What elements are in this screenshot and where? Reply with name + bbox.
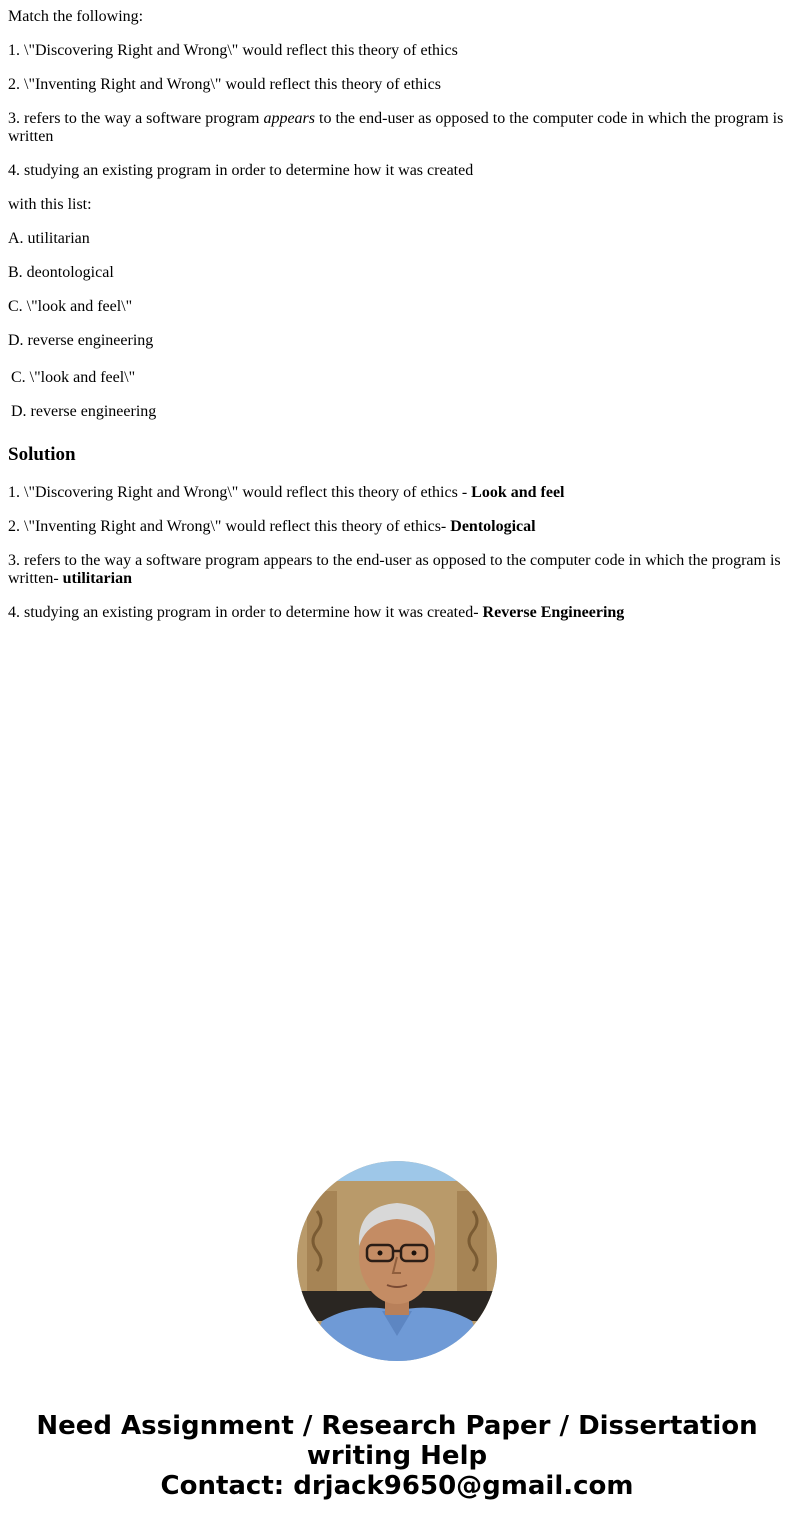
promo-section [0,1161,794,1501]
repeat-option-c: C. \"look and feel\" [11,369,136,386]
solution-answer-2-value: Dentological [450,518,536,535]
solution-answer-1-value: Look and feel [471,484,565,501]
question-item-3-before: 3. refers to the way a software program [8,110,264,127]
solution-answer-1 [8,484,786,502]
list-intro: with this list: [8,196,92,213]
person-portrait-icon [297,1161,497,1361]
solution-answer-1-text: 1. \"Discovering Right and Wrong\" would reflect this theory of ethics - [8,484,472,501]
solution-answer-3-value: utilitarian [62,570,132,587]
question-item-2: 2. \"Inventing Right and Wrong\" would reflect this theory of ethics [8,76,441,93]
solution-answer-2-text: 2. \"Inventing Right and Wrong\" would reflect this theory of ethics- [8,518,451,535]
option-c: C. \"look and feel\" [8,298,133,315]
solution-answer-3 [8,552,786,588]
question-item-3-after: to the end-user as opposed to the computer code in which the program is written [8,110,784,145]
solution-answer-2 [8,518,786,536]
question-intro: Match the following: [8,8,144,25]
question-item-3 [8,110,786,146]
question-item-3-emphasis: appears [263,110,316,127]
question-item-1: 1. \"Discovering Right and Wrong\" would reflect this theory of ethics [8,42,458,59]
solution-heading: Solution [8,444,76,465]
repeat-option-d: D. reverse engineering [11,403,157,420]
solution-answer-4-text: 4. studying an existing program in order to determine how it was created- [8,604,483,621]
promo-text [0,1411,794,1501]
promo-line-1: Need Assignment / Research Paper / Dissertation [36,1411,758,1441]
option-b: B. deontological [8,264,114,281]
solution-answer-3-text: 3. refers to the way a software program appears to the end-user as opposed to the computer code in which the program is written- [8,552,781,587]
document-body [0,8,794,622]
promo-line-2: writing Help [306,1441,488,1471]
solution-answer-4 [8,604,786,622]
promo-contact-line: Contact: drjack9650@gmail.com [160,1471,634,1501]
question-item-4: 4. studying an existing program in order to determine how it was created [8,162,474,179]
option-d: D. reverse engineering [8,332,154,349]
option-a: A. utilitarian [8,230,90,247]
solution-answer-4-value: Reverse Engineering [482,604,625,621]
